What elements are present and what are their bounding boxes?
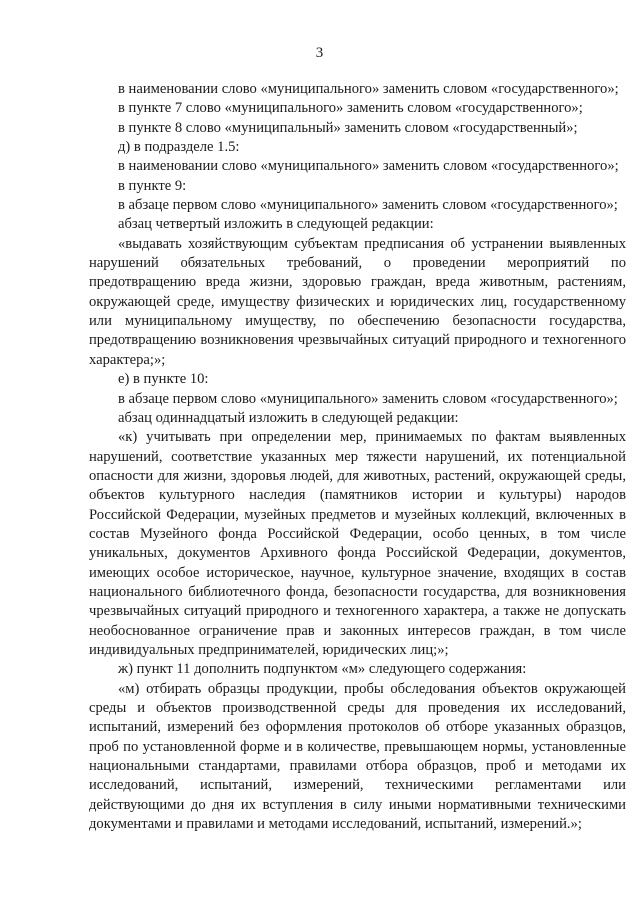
paragraph: абзац четвертый изложить в следующей редакции: [118, 216, 434, 233]
paragraph: «к) учитывать при определении мер, принимаемых по фактам выявленных нарушений, соответствие указанных мер тяжести нарушений, их потенциальной опасности для жизни, здоровья людей, для животных, растений, окружающей среды, объектов культурного наследия (памятников истории и культуры) народов Российской Федерации, музейных предметов и музейных коллекций, включенных в состав Музейного фонда Российской Федерации, особо ценных, в том числе уникальных, документов Архивного фонда Российской Федерации, документов, имеющих особое историческое, научное, культурное значение, входящих в состав национального библиотечного фонда, безопасности государства, для возникновения чрезвычайных ситуаций природного и техногенного характера, а также не допускать необоснованное ограничение прав и законных интересов граждан, в том числе индивидуальных предпринимателей, юридических лиц;»; [89, 429, 626, 658]
document-body [89, 80, 626, 834]
paragraph: ж) пункт 11 дополнить подпунктом «м» следующего содержания: [118, 661, 527, 678]
paragraph: е) в пункте 10: [118, 371, 209, 388]
paragraph: абзац одиннадцатый изложить в следующей редакции: [118, 409, 459, 426]
paragraph: в наименовании слово «муниципального» заменить словом «государственного»; [118, 158, 619, 175]
paragraph: «выдавать хозяйствующим субъектам предписания об устранении выявленных нарушений обязательных требований, о проведении мероприятий по предотвращению вреда жизни, здоровью граждан, вреда животным, растениям, окружающей среде, имуществу физических и юридических лиц, государственному или муниципальному имуществу, по обеспечению безопасности государства, предотвращению возникновения чрезвычайных ситуаций природного и техногенного характера;»; [89, 235, 626, 368]
paragraph: в пункте 8 слово «муниципальный» заменить словом «государственный»; [118, 119, 578, 136]
paragraph: в абзаце первом слово «муниципального» заменить словом «государственного»; [118, 390, 618, 407]
paragraph: в пункте 7 слово «муниципального» заменить словом «государственного»; [118, 100, 583, 117]
paragraph: «м) отбирать образцы продукции, пробы обследования объектов окружающей среды и объектов производственной среды для проведения их исследований, испытаний, измерений без оформления протоколов об отборе указанных образцов, проб по установленной форме и в количестве, превышающем нормы, установленные национальными стандартами, правилами отбора образцов, проб и методами их исследований, испытаний, измерений, техническими регламентами или действующими до дня их вступления в силу иными нормативными техническими документами и правилами и методами исследований, испытаний, измерений.»; [89, 680, 626, 833]
paragraph: в абзаце первом слово «муниципального» заменить словом «государственного»; [118, 197, 618, 214]
paragraph: в наименовании слово «муниципального» заменить словом «государственного»; [118, 81, 619, 97]
page-number: 3 [315, 45, 324, 61]
paragraph: д) в подразделе 1.5: [118, 139, 240, 156]
paragraph: в пункте 9: [118, 177, 187, 194]
